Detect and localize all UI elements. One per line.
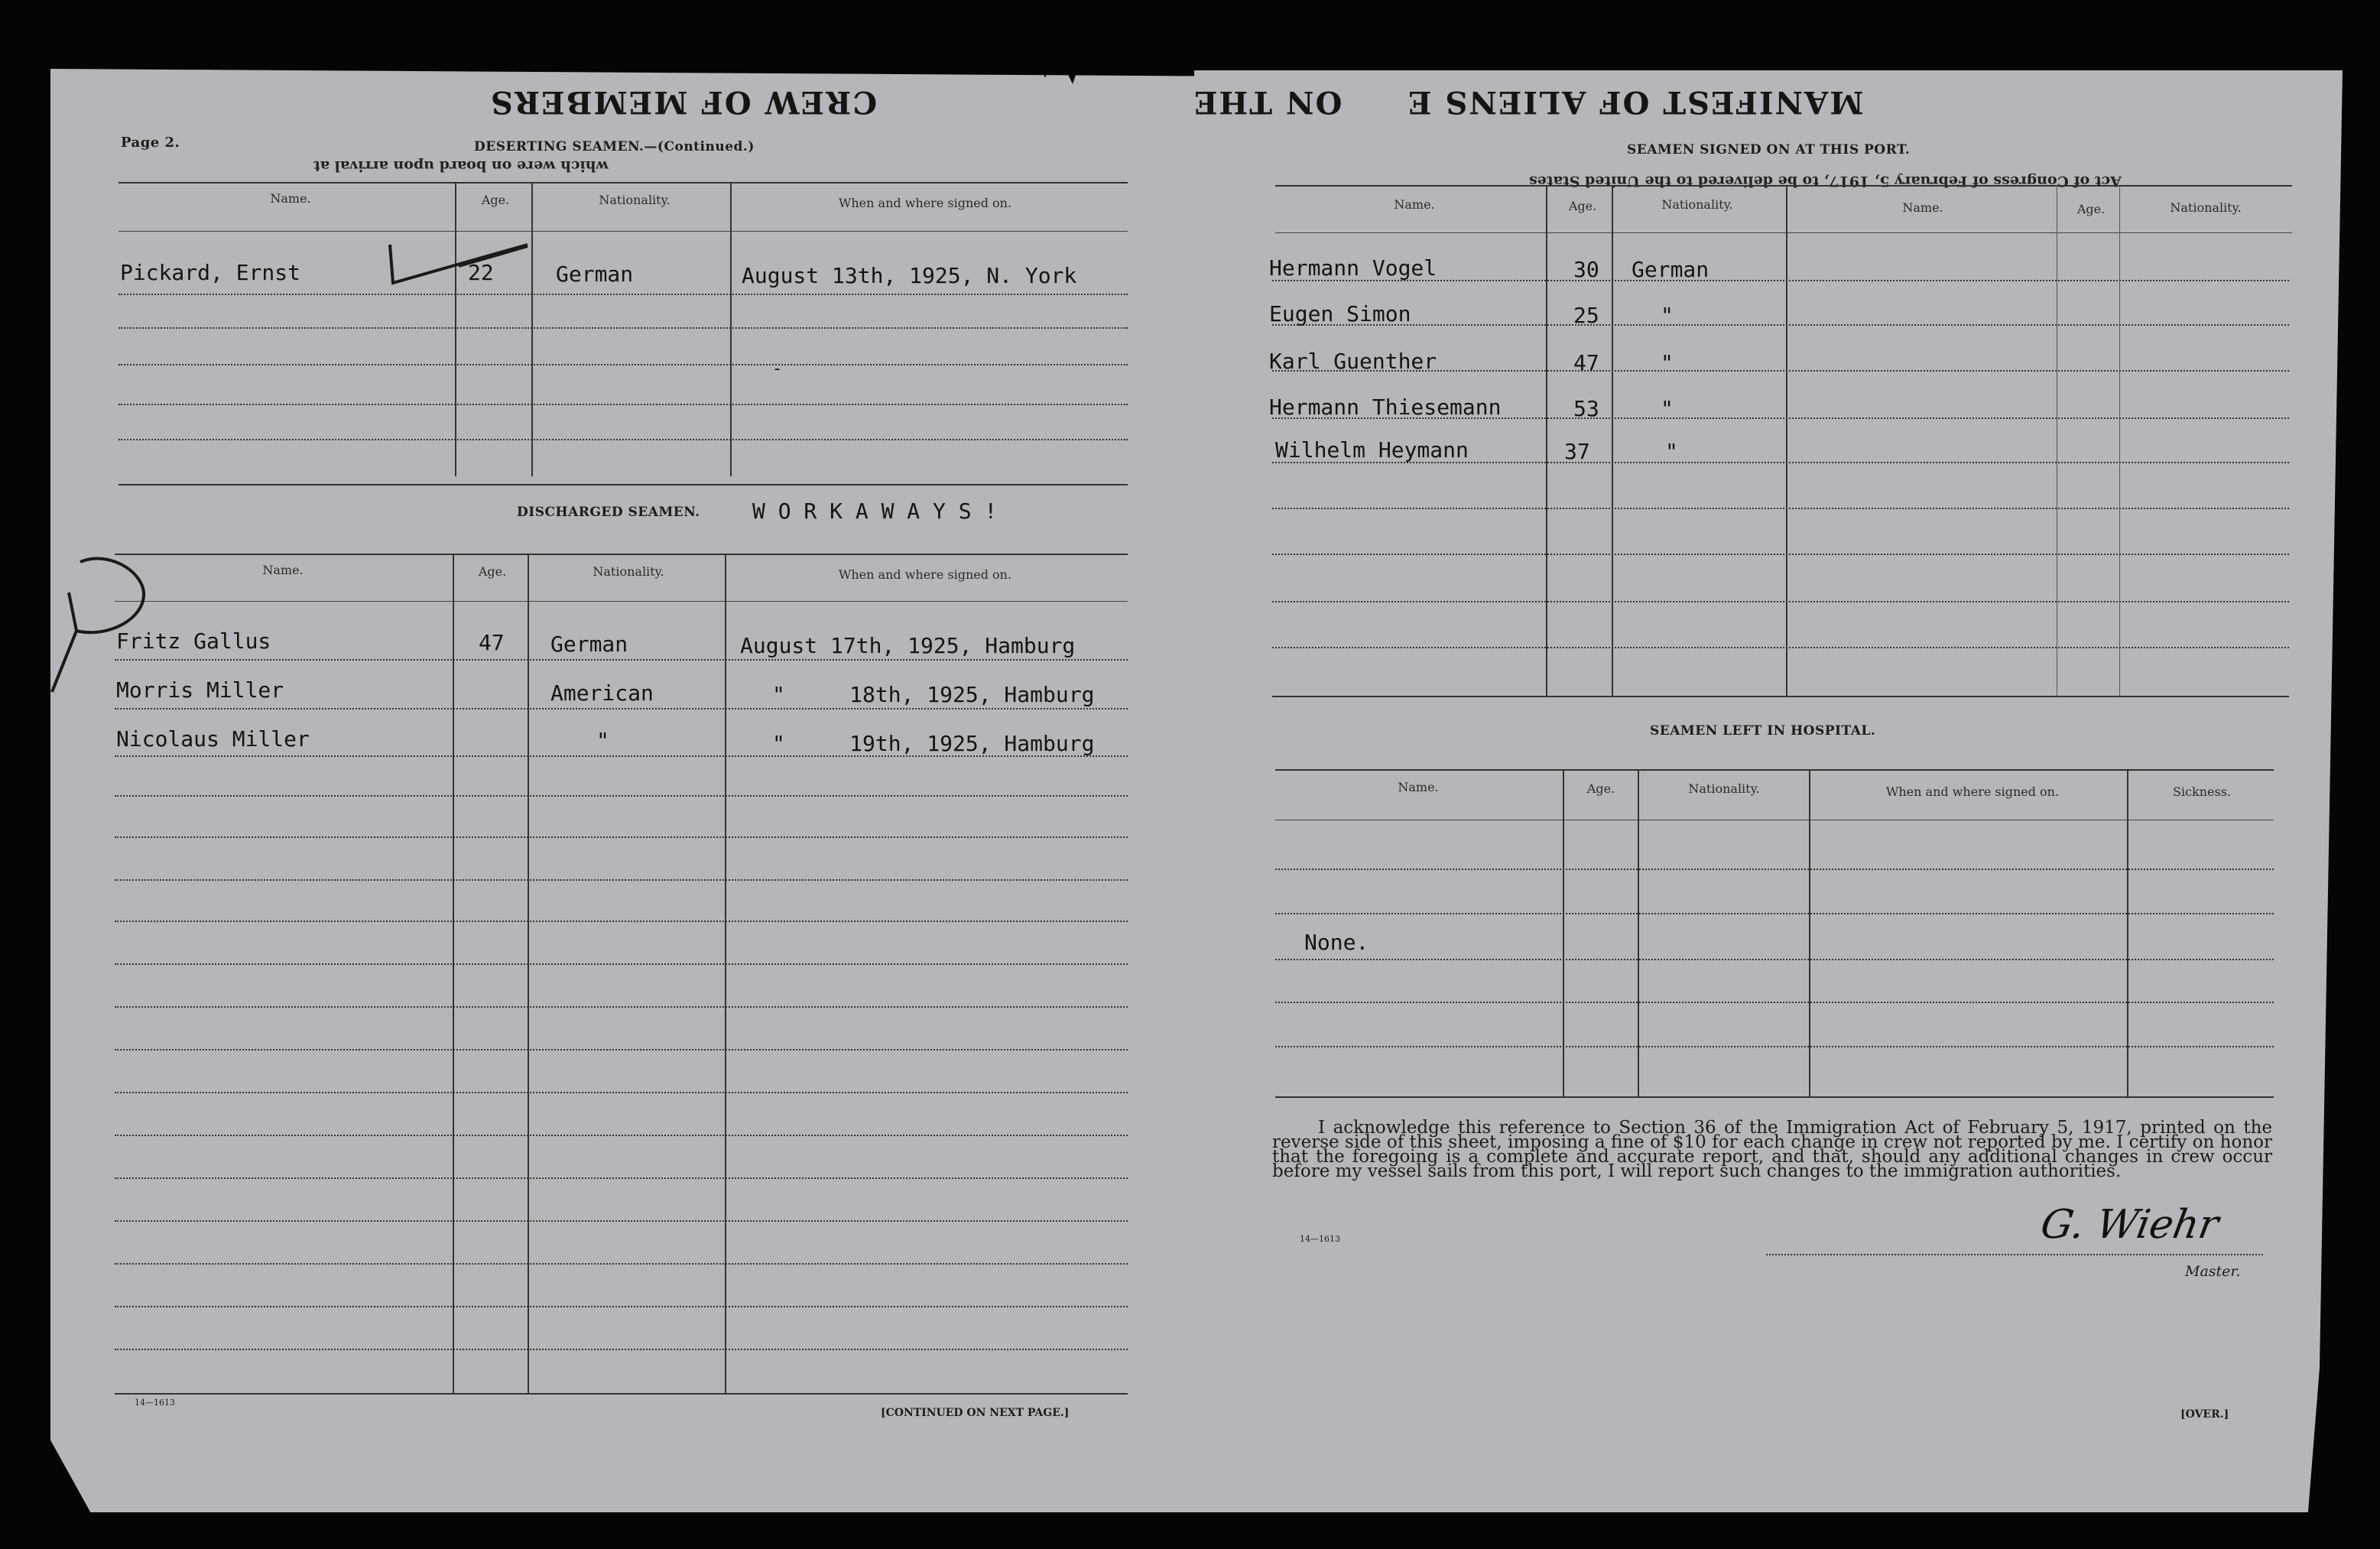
bleed-text-left: which were on board upon arrival at xyxy=(313,157,609,174)
rule xyxy=(115,1393,1128,1395)
signature-line xyxy=(1766,1254,2263,1255)
deserting-heading: DESERTING SEAMEN.—(Continued.) xyxy=(474,139,755,154)
col-divider xyxy=(730,182,732,476)
col-age: Age. xyxy=(481,193,510,207)
rule xyxy=(119,364,1128,365)
rule xyxy=(115,836,1128,838)
master-label: Master. xyxy=(2185,1263,2241,1280)
seaman-nationality: " xyxy=(1661,350,1674,375)
seaman-age: 47 xyxy=(1573,350,1599,375)
rule xyxy=(115,1306,1128,1307)
rule xyxy=(119,484,1128,485)
stray-mark: - xyxy=(772,359,783,378)
seaman-signed: August 13th, 1925, N. York xyxy=(742,263,1077,288)
seaman-age: 25 xyxy=(1573,303,1599,328)
rule xyxy=(1272,601,2289,602)
master-signature: G. Wiehr xyxy=(2037,1202,2223,1248)
col-divider xyxy=(1612,185,1613,697)
seaman-signed: " 19th, 1925, Hamburg xyxy=(772,731,1095,756)
seaman-name: Pickard, Ernst xyxy=(120,260,301,285)
signed-on-heading: SEAMEN SIGNED ON AT THIS PORT. xyxy=(1627,142,1911,157)
rule xyxy=(115,921,1128,922)
seaman-signed: August 17th, 1925, Hamburg xyxy=(740,633,1076,658)
col-divider xyxy=(2127,769,2128,1098)
col-age: Age. xyxy=(1568,199,1597,213)
col-divider xyxy=(725,554,726,1393)
seaman-name: Karl Guenther xyxy=(1269,349,1437,374)
seaman-age: 37 xyxy=(1564,439,1590,464)
col-name: Name. xyxy=(1398,780,1439,794)
rule xyxy=(1275,185,2292,187)
col-divider xyxy=(2119,185,2120,697)
col-age: Age. xyxy=(478,564,507,579)
rule xyxy=(1272,647,2289,648)
acknowledgement-text: I acknowledge this reference to Section 36 of the Immigration Act of February 5, 1917, printed on the reverse side of this sheet, imposing a fine of $10 for each change in crew not reported by me. I certify on honor that the foregoing is a complete and accurate report, and that, should any additional changes in crew occur before my vessel sails from this port, I will report such changes to the immigration authorities. xyxy=(1272,1118,2272,1181)
col-divider xyxy=(1786,185,1787,697)
rule xyxy=(119,182,1128,183)
rule xyxy=(115,963,1128,965)
col-age: Age. xyxy=(1586,781,1615,796)
seaman-name: Nicolaus Miller xyxy=(116,726,310,752)
rule xyxy=(1272,508,2289,509)
col-divider xyxy=(1809,769,1810,1098)
rule xyxy=(115,1263,1128,1265)
rule xyxy=(119,439,1128,440)
seaman-name: Eugen Simon xyxy=(1269,301,1411,326)
seaman-name: Hermann Thiesemann xyxy=(1269,395,1502,420)
seaman-nationality: German xyxy=(556,261,634,287)
inverted-title-mid: ON THE xyxy=(1193,84,1343,120)
col-divider xyxy=(1563,769,1564,1098)
rule xyxy=(1272,324,2289,326)
discharged-heading: DISCHARGED SEAMEN. xyxy=(517,505,700,520)
col-divider xyxy=(1638,769,1639,1098)
col-nationality: Nationality. xyxy=(599,193,670,207)
rule xyxy=(1275,913,2274,914)
rule xyxy=(115,1220,1128,1222)
col-nationality: Nationality. xyxy=(1688,781,1760,796)
seaman-nationality: " xyxy=(1661,396,1674,421)
rule xyxy=(119,327,1128,329)
rule xyxy=(115,708,1128,710)
seaman-age: 53 xyxy=(1573,396,1599,421)
col-nationality-2: Nationality. xyxy=(2170,200,2242,215)
seaman-nationality: German xyxy=(550,632,628,657)
hospital-heading: SEAMEN LEFT IN HOSPITAL. xyxy=(1650,723,1876,739)
hospital-entry: None. xyxy=(1304,930,1369,955)
rule xyxy=(1275,1002,2274,1003)
check-mark-icon xyxy=(382,237,535,291)
page-label: Page 2. xyxy=(121,135,180,151)
col-nationality: Nationality. xyxy=(593,564,664,579)
seaman-age: 47 xyxy=(479,630,505,655)
form-number-left: 14—1613 xyxy=(135,1398,175,1408)
seaman-nationality: " xyxy=(1665,439,1678,464)
rule xyxy=(1275,959,2274,960)
col-divider xyxy=(531,182,533,476)
rule xyxy=(119,294,1128,295)
inverted-title-right: MANIFEST OF ALIENS E xyxy=(1407,84,1864,120)
handwritten-mark-icon xyxy=(46,547,153,700)
rule xyxy=(115,879,1128,881)
rule xyxy=(1272,696,2289,697)
col-divider xyxy=(455,182,456,476)
col-divider xyxy=(528,554,529,1393)
rule xyxy=(1275,769,2274,771)
seaman-nationality: " xyxy=(1661,303,1674,328)
rule xyxy=(115,601,1128,602)
rule xyxy=(1275,869,2274,870)
col-nationality: Nationality. xyxy=(1661,197,1733,212)
rule xyxy=(1272,554,2289,555)
col-name: Name. xyxy=(270,191,311,206)
rule xyxy=(115,1092,1128,1093)
rule xyxy=(115,659,1128,661)
rule xyxy=(1275,1096,2274,1098)
paper-tear xyxy=(1024,23,1093,84)
rule xyxy=(115,1049,1128,1051)
col-signed: When and where signed on. xyxy=(838,196,1012,210)
col-name-2: Name. xyxy=(1902,200,1943,215)
rule xyxy=(1275,232,2292,233)
seaman-age: 22 xyxy=(468,260,494,285)
seaman-age: 30 xyxy=(1573,257,1599,282)
continued-note: [CONTINUED ON NEXT PAGE.] xyxy=(881,1407,1070,1419)
seaman-name: Fritz Gallus xyxy=(116,628,271,654)
rule xyxy=(119,231,1128,232)
seaman-name: Hermann Vogel xyxy=(1269,255,1437,281)
rule xyxy=(115,1135,1128,1136)
rule xyxy=(115,1177,1128,1179)
col-age-2: Age. xyxy=(2076,202,2106,216)
seaman-signed: " 18th, 1925, Hamburg xyxy=(772,682,1095,707)
col-divider xyxy=(1546,185,1547,697)
seaman-nationality: American xyxy=(550,680,654,706)
form-number-right: 14—1613 xyxy=(1300,1234,1340,1244)
col-name: Name. xyxy=(1394,197,1435,212)
col-signed: When and where signed on. xyxy=(1885,784,2060,799)
over-note: [OVER.] xyxy=(2180,1408,2229,1421)
col-divider xyxy=(453,554,454,1393)
inverted-title-left: CREW OF MEMBERS xyxy=(489,84,878,120)
bleed-text-right: Act of Congress of February 5, 1917, to be delivered to the United States xyxy=(1529,173,2122,190)
rule xyxy=(115,554,1128,555)
seaman-name: Wilhelm Heymann xyxy=(1275,437,1469,463)
rule xyxy=(115,1349,1128,1350)
rule xyxy=(115,1006,1128,1008)
seaman-name: Morris Miller xyxy=(116,677,284,703)
col-sickness: Sickness. xyxy=(2172,784,2231,799)
workaways-note: W O R K A W A Y S ! xyxy=(752,498,998,524)
rule xyxy=(119,404,1128,405)
rule xyxy=(115,795,1128,797)
col-signed: When and where signed on. xyxy=(838,567,1012,582)
rule xyxy=(1275,1046,2274,1047)
col-name: Name. xyxy=(262,563,304,577)
seaman-nationality: German xyxy=(1632,257,1710,282)
seaman-nationality: " xyxy=(596,728,609,753)
